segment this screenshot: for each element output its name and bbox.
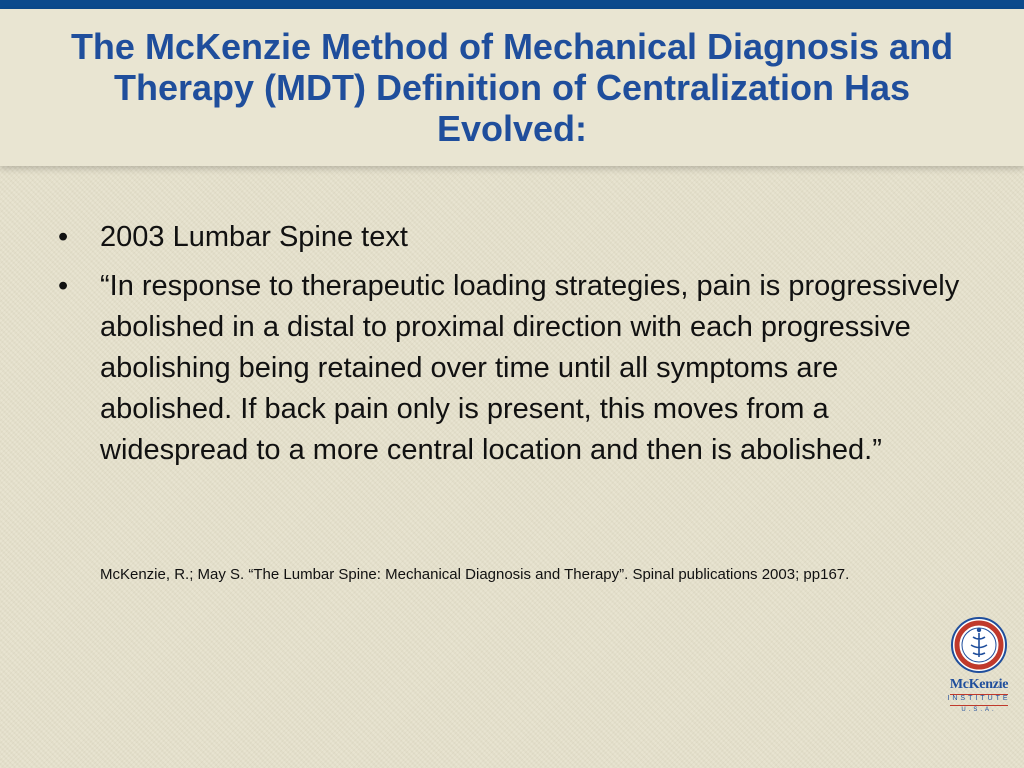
bullet-text: 2003 Lumbar Spine text xyxy=(100,221,408,253)
logo-subtitle: INSTITUTE xyxy=(947,695,1011,702)
logo-divider xyxy=(950,705,1008,706)
top-accent-bar xyxy=(0,0,1024,9)
bullet-dot: • xyxy=(58,270,69,302)
logo-country: U.S.A. xyxy=(961,707,997,713)
bullet-item xyxy=(58,266,978,471)
bullet-list xyxy=(58,217,978,479)
bullet-text: “In response to therapeutic loading strategies, pain is progressively abolished in a distal to proximal direction with each progressive abolishing being retained over time until all symptoms are abolished. If back pain only is present, this moves from a widespread to a more central location and then is abolished.” xyxy=(100,270,960,466)
bullet-item xyxy=(58,217,978,258)
mckenzie-institute-logo xyxy=(940,615,1018,735)
mckenzie-institute-emblem-icon xyxy=(940,615,1018,675)
slide-title: The McKenzie Method of Mechanical Diagnosis and Therapy (MDT) Definition of Centralization Has Evolved: xyxy=(70,26,954,149)
logo-name: McKenzie xyxy=(949,677,1009,692)
bullet-dot: • xyxy=(58,221,69,253)
citation-reference: McKenzie, R.; May S. “The Lumbar Spine: Mechanical Diagnosis and Therapy”. Spinal publications 2003; pp167. xyxy=(100,566,850,583)
